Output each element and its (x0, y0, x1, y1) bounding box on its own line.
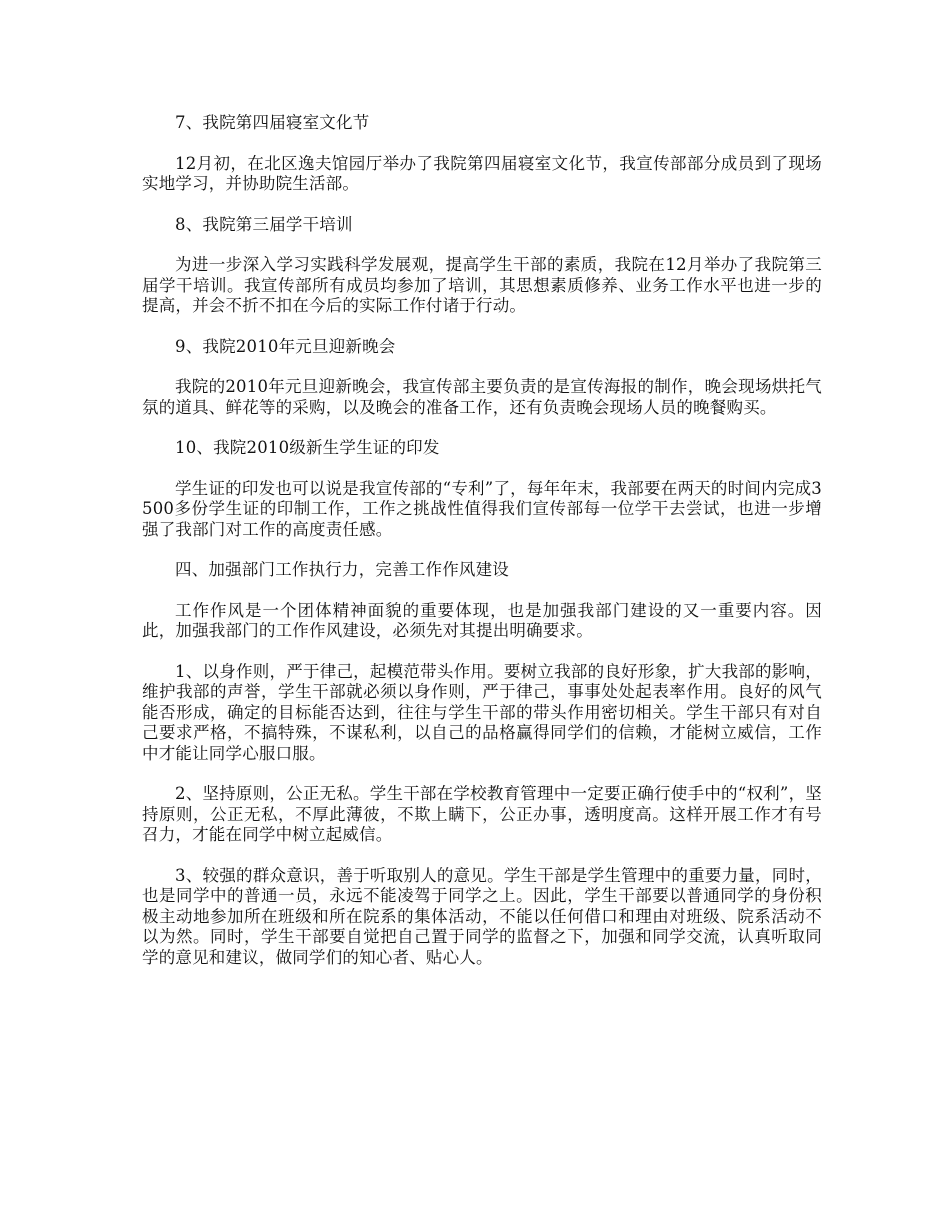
paragraph-new-year-gala: 我院的2010年元旦迎新晚会，我宣传部主要负责的是宣传海报的制作，晚会现场烘托气氛的道具、鲜花等的采购，以及晚会的准备工作，还有负责晚会现场人员的晚餐购买。 (142, 377, 822, 417)
paragraph-requirement-3: 3、较强的群众意识，善于听取别人的意见。学生干部是学生管理中的重要力量，同时，也是同学中的普通一员，永远不能凌驾于同学之上。因此，学生干部要以普通同学的身份积极主动地参加所在班级和所在院系的集体活动，不能以任何借口和理由对班级、院系活动不以为然。同时，学生干部要自觉把自己置于同学的监督之下，加强和同学交流，认真听取同学的意见和建议，做同学们的知心者、贴心人。 (142, 865, 822, 967)
document-body (142, 113, 822, 988)
paragraph-requirement-1: 1、以身作则，严于律己，起模范带头作用。要树立我部的良好形象，扩大我部的影响，维护我部的声誉，学生干部就必须以身作则，严于律己，事事处处起表率作用。良好的风气能否形成，确定的目标能否达到，往往与学生干部的带头作用密切相关。学生干部只有对自己要求严格，不搞特殊，不谋私利，以自己的品格赢得同学们的信赖，才能树立威信，工作中才能让同学心服口服。 (142, 661, 822, 763)
section-heading-10: 10、我院2010级新生学生证的印发 (175, 438, 440, 457)
section-heading-7: 7、我院第四届寝室文化节 (175, 113, 370, 132)
section-heading-8: 8、我院第三届学干培训 (175, 214, 353, 234)
paragraph-cadre-training: 为进一步深入学习实践科学发展观，提高学生干部的素质，我院在12月举办了我院第三届学干培训。我宣传部所有成员均参加了培训，其思想素质修养、业务工作水平也进一步的提高，并会不折不扣在今后的实际工作付诸于行动。 (142, 255, 822, 315)
paragraph-student-id-cards: 学生证的印发也可以说是我宣传部的“专利”了，每年年末，我部要在两天的时间内完成3500多份学生证的印制工作，工作之挑战性值得我们宣传部每一位学干去尝试，也进一步增强了我部门对工作的高度责任感。 (142, 478, 822, 539)
section-heading-9: 9、我院2010年元旦迎新晚会 (175, 336, 396, 356)
section-heading-four: 四、加强部门工作执行力，完善工作作风建设 (175, 560, 509, 579)
paragraph-work-style-intro: 工作作风是一个团体精神面貌的重要体现，也是加强我部门建设的又一重要内容。因此，加强我部门的工作作风建设，必须先对其提出明确要求。 (142, 600, 822, 640)
paragraph-dorm-culture-festival: 12月初，在北区逸夫馆园厅举办了我院第四届寝室文化节，我宣传部部分成员到了现场实地学习，并协助院生活部。 (142, 153, 822, 193)
paragraph-requirement-2: 2、坚持原则，公正无私。学生干部在学校教育管理中一定要正确行使手中的“权利”，坚持原则，公正无私，不厚此薄彼，不欺上瞒下，公正办事，透明度高。这样开展工作才有号召力，才能在同学中树立起威信。 (142, 784, 822, 844)
